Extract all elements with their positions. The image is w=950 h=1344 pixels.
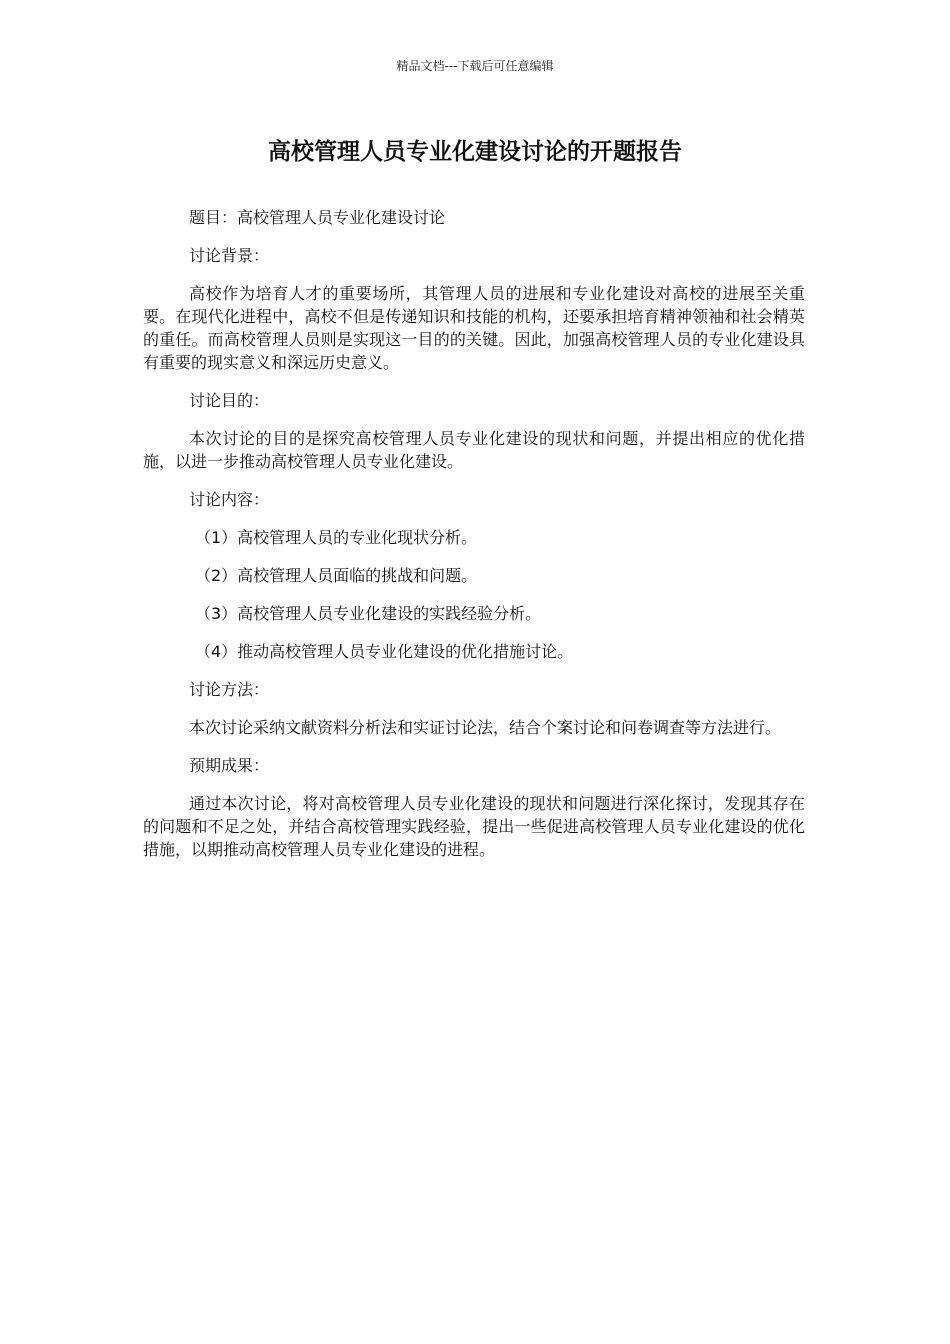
content-list-item: （2）高校管理人员面临的挑战和问题。 <box>195 566 478 585</box>
outcome-heading: 预期成果： <box>189 756 270 775</box>
content-list-item: （4）推动高校管理人员专业化建设的优化措施讨论。 <box>195 642 574 661</box>
content-list-item: （1）高校管理人员的专业化现状分析。 <box>195 528 478 547</box>
topic-line: 题目：高校管理人员专业化建设讨论 <box>189 208 446 227</box>
page-header: 精品文档---下载后可任意编辑 <box>396 59 554 73</box>
method-paragraph: 本次讨论采纳文献资料分析法和实证讨论法，结合个案讨论和问卷调查等方法进行。 <box>189 718 782 737</box>
content-heading: 讨论内容： <box>189 490 270 509</box>
document-body <box>143 206 805 876</box>
method-heading: 讨论方法： <box>189 680 270 699</box>
background-paragraph: 高校作为培育人才的重要场所，其管理人员的进展和专业化建设对高校的进展至关重要。在现代化进程中，高校不但是传递知识和技能的机构，还要承担培育精神领袖和社会精英的重任。而高校管理人员则是实现这一目的的关键。因此，加强高校管理人员的专业化建设具有重要的现实意义和深远历史意义。 <box>143 284 805 372</box>
purpose-heading: 讨论目的： <box>189 391 270 410</box>
purpose-paragraph: 本次讨论的目的是探究高校管理人员专业化建设的现状和问题，并提出相应的优化措施，以进一步推动高校管理人员专业化建设。 <box>143 429 805 471</box>
background-heading: 讨论背景： <box>189 246 270 265</box>
outcome-paragraph: 通过本次讨论，将对高校管理人员专业化建设的现状和问题进行深化探讨，发现其存在的问题和不足之处，并结合高校管理实践经验，提出一些促进高校管理人员专业化建设的优化措施，以期推动高校管理人员专业化建设的进程。 <box>143 794 805 859</box>
content-list-item: （3）高校管理人员专业化建设的实践经验分析。 <box>195 604 542 623</box>
document-title: 高校管理人员专业化建设讨论的开题报告 <box>268 139 682 165</box>
